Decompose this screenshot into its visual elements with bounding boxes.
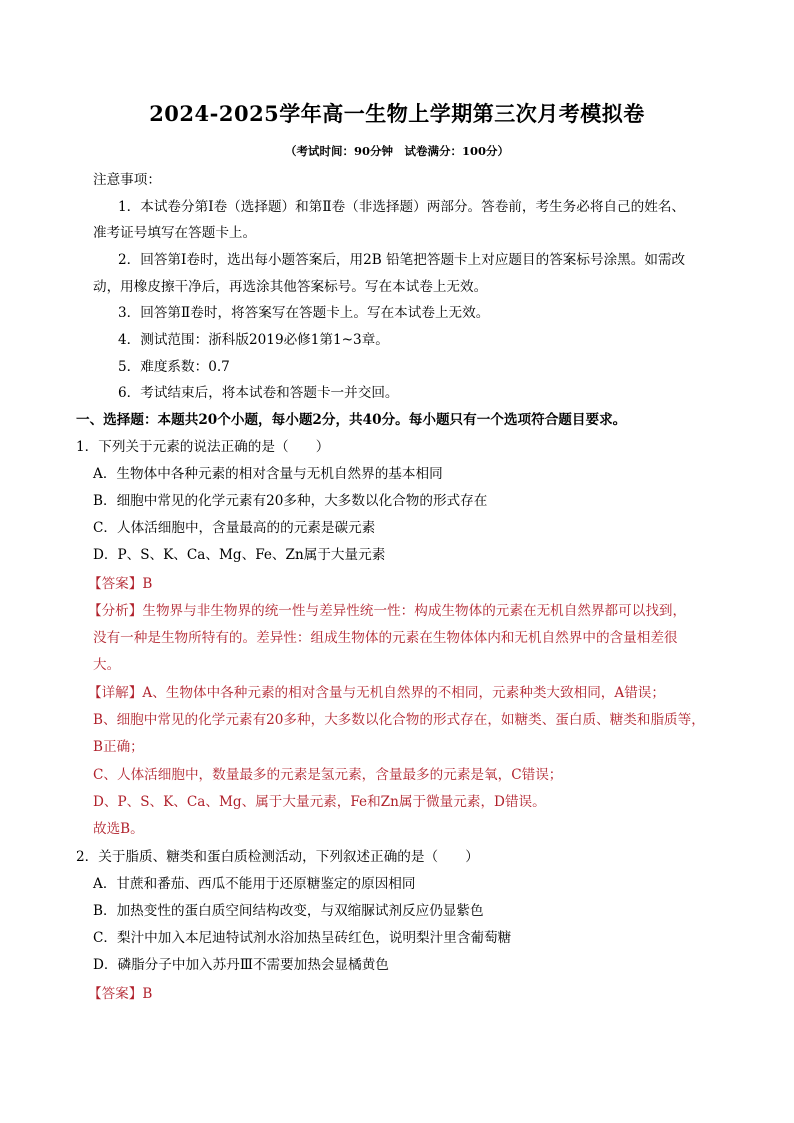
notice-item: 5．难度系数：0.7: [118, 359, 230, 375]
question-option: A．甘蔗和番茄、西瓜不能用于还原糖鉴定的原因相同: [93, 876, 416, 892]
detail-text: C、人体活细胞中，数量最多的元素是氢元素，含量最多的元素是氧，C错误；: [93, 767, 563, 783]
analysis-text: 没有一种是生物所特有的。差异性：组成生物体的元素在生物体体内和无机自然界中的含量相差很: [93, 630, 678, 646]
question-stem: 1．下列关于元素的说法正确的是（ ）: [76, 439, 330, 455]
exam-info: （考试时间：90分钟 试卷满分：100分）: [284, 144, 509, 158]
detail-text: 【详解】A、生物体中各种元素的相对含量与无机自然界的不相同，元素种类大致相同，A错误；: [88, 685, 665, 701]
question-option: A．生物体中各种元素的相对含量与无机自然界的基本相同: [93, 466, 443, 482]
answer-label: 【答案】B: [88, 576, 153, 592]
question-option: C．梨汁中加入本尼迪特试剂水浴加热呈砖红色，说明梨汁里含葡萄糖: [93, 930, 512, 946]
detail-text: B正确；: [93, 739, 144, 755]
notice-heading: 注意事项：: [93, 172, 161, 188]
notice-item: 1．本试卷分第Ⅰ卷（选择题）和第Ⅱ卷（非选择题）两部分。答卷前，考生务必将自己的姓名、: [118, 199, 686, 215]
notice-item: 3．回答第Ⅱ卷时，将答案写在答题卡上。写在本试卷上无效。: [118, 305, 490, 321]
question-option: D．磷脂分子中加入苏丹Ⅲ不需要加热会显橘黄色: [93, 957, 389, 973]
analysis-text: 【分析】生物界与非生物界的统一性与差异性统一性：构成生物体的元素在无机自然界都可以找到，: [88, 603, 687, 619]
detail-text: B、细胞中常见的化学元素有20多种，大多数以化合物的形式存在，如糖类、蛋白质、糖类和脂质等，: [93, 712, 705, 728]
section-heading: 一、选择题：本题共20个小题，每小题2分，共40分。每小题只有一个选项符合题目要求。: [76, 412, 627, 428]
detail-text: 故选B。: [93, 821, 144, 837]
question-option: D．P、S、K、Ca、Mg、Fe、Zn属于大量元素: [93, 547, 386, 563]
page-title: 2024-2025学年高一生物上学期第三次月考模拟卷: [149, 101, 645, 126]
notice-item: 动，用橡皮擦干净后，再选涂其他答案标号。写在本试卷上无效。: [93, 279, 488, 295]
question-option: B．细胞中常见的化学元素有20多种，大多数以化合物的形式存在: [93, 493, 488, 509]
notice-item: 准考证号填写在答题卡上。: [93, 225, 257, 241]
notice-item: 2．回答第Ⅰ卷时，选出每小题答案后，用2B 铅笔把答题卡上对应题目的答案标号涂黑。如需改: [118, 252, 686, 268]
analysis-text: 大。: [93, 657, 121, 673]
answer-label: 【答案】B: [88, 986, 153, 1002]
detail-text: D、P、S、K、Ca、Mg、属于大量元素，Fe和Zn属于微量元素，D错误。: [93, 794, 546, 810]
question-stem: 2．关于脂质、糖类和蛋白质检测活动，下列叙述正确的是（ ）: [76, 849, 479, 865]
question-option: B．加热变性的蛋白质空间结构改变，与双缩脲试剂反应仍显紫色: [93, 903, 484, 919]
notice-item: 4．测试范围：浙科版2019必修1第1~3章。: [118, 332, 389, 348]
question-option: C．人体活细胞中，含量最高的的元素是碳元素: [93, 520, 376, 536]
notice-item: 6．考试结束后，将本试卷和答题卡一并交回。: [118, 385, 399, 401]
